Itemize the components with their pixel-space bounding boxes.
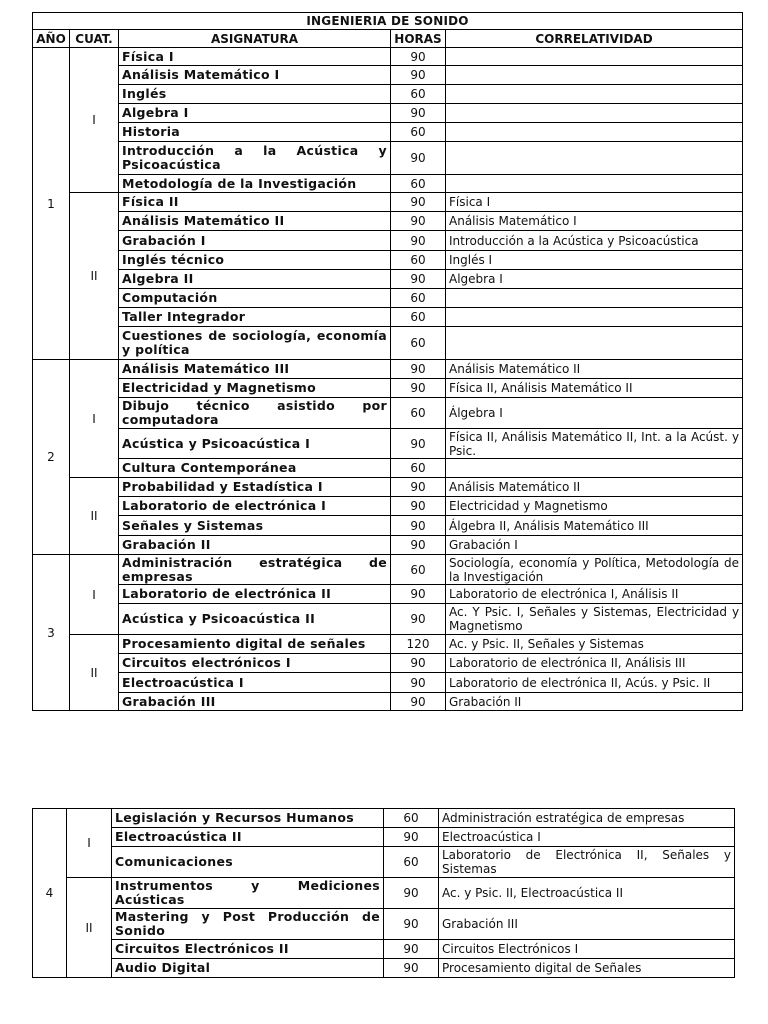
subject-name: Legislación y Recursos Humanos [112, 809, 384, 828]
subject-row [33, 212, 743, 231]
curriculum-table-year-4 [32, 808, 735, 978]
subject-prerequisite: Física II, Análisis Matemático II [446, 379, 743, 398]
subject-prerequisite: Álgebra II, Análisis Matemático III [446, 516, 743, 536]
header-row [33, 30, 743, 48]
subject-hours: 90 [391, 693, 446, 711]
subject-hours: 60 [384, 847, 439, 878]
subject-row [33, 289, 743, 308]
subject-row [33, 536, 743, 555]
subject-name: Análisis Matemático I [119, 66, 391, 85]
subject-name: Electroacústica II [112, 828, 384, 847]
term-cell: I [67, 809, 112, 878]
subject-hours: 90 [391, 429, 446, 459]
subject-prerequisite: Ac. y Psic. II, Señales y Sistemas [446, 635, 743, 654]
subject-name: Análisis Matemático III [119, 360, 391, 379]
subject-prerequisite: Inglés I [446, 251, 743, 270]
subject-prerequisite: Física II, Análisis Matemático II, Int. a la Acúst. y Psic. [446, 429, 743, 459]
subject-row [33, 654, 743, 673]
subject-prerequisite: Análisis Matemático I [446, 212, 743, 231]
subject-row [33, 604, 743, 635]
subject-name: Laboratorio de electrónica I [119, 497, 391, 516]
subject-hours: 90 [391, 497, 446, 516]
term-cell: II [70, 193, 119, 360]
subject-prerequisite: Algebra I [446, 270, 743, 289]
subject-hours: 90 [391, 536, 446, 555]
subject-row [33, 270, 743, 289]
subject-name: Algebra II [119, 270, 391, 289]
subject-hours: 90 [391, 231, 446, 251]
subject-name: Probabilidad y Estadística I [119, 478, 391, 497]
subject-prerequisite [446, 308, 743, 327]
curriculum-table [32, 12, 743, 711]
subject-row [33, 85, 743, 104]
subject-name: Grabación II [119, 536, 391, 555]
subject-prerequisite: Ac. y Psic. II, Electroacústica II [439, 878, 735, 909]
subject-row [33, 104, 743, 123]
subject-name: Electroacústica I [119, 673, 391, 693]
table-title: INGENIERIA DE SONIDO [33, 13, 743, 30]
subject-name: Metodología de la Investigación [119, 175, 391, 193]
subject-name: Inglés técnico [119, 251, 391, 270]
subject-prerequisite [446, 123, 743, 142]
subject-row [33, 940, 735, 959]
subject-row [33, 66, 743, 85]
subject-hours: 90 [391, 66, 446, 85]
subject-row [33, 673, 743, 693]
subject-hours: 60 [391, 327, 446, 360]
subject-hours: 60 [391, 289, 446, 308]
subject-row [33, 693, 743, 711]
subject-hours: 60 [384, 809, 439, 828]
term-cell: II [70, 478, 119, 555]
term-cell: II [67, 878, 112, 978]
subject-prerequisite [446, 104, 743, 123]
subject-name: Cultura Contemporánea [119, 459, 391, 478]
subject-prerequisite: Laboratorio de electrónica II, Análisis III [446, 654, 743, 673]
year-cell: 2 [33, 360, 70, 555]
subject-name: Grabación III [119, 693, 391, 711]
subject-name: Taller Integrador [119, 308, 391, 327]
subject-row [33, 878, 735, 909]
subject-hours: 90 [384, 828, 439, 847]
subject-row [33, 847, 735, 878]
subject-hours: 60 [391, 308, 446, 327]
title-row [33, 13, 743, 30]
subject-name: Audio Digital [112, 959, 384, 978]
subject-hours: 90 [384, 878, 439, 909]
subject-name: Comunicaciones [112, 847, 384, 878]
subject-row [33, 175, 743, 193]
subject-prerequisite: Análisis Matemático II [446, 360, 743, 379]
subject-row [33, 809, 735, 828]
term-cell: II [70, 635, 119, 711]
subject-prerequisite: Ac. Y Psic. I, Señales y Sistemas, Electricidad y Magnetismo [446, 604, 743, 635]
subject-prerequisite [446, 175, 743, 193]
subject-row [33, 516, 743, 536]
subject-prerequisite: Grabación I [446, 536, 743, 555]
subject-name: Circuitos electrónicos I [119, 654, 391, 673]
subject-name: Laboratorio de electrónica II [119, 585, 391, 604]
subject-hours: 90 [391, 585, 446, 604]
term-cell: I [70, 360, 119, 478]
subject-hours: 90 [391, 270, 446, 289]
subject-hours: 90 [391, 360, 446, 379]
subject-row [33, 308, 743, 327]
subject-row [33, 360, 743, 379]
subject-name: Acústica y Psicoacústica I [119, 429, 391, 459]
subject-name: Introducción a la Acústica y Psicoacústica [119, 142, 391, 175]
year-cell: 1 [33, 48, 70, 360]
subject-prerequisite: Laboratorio de electrónica I, Análisis II [446, 585, 743, 604]
subject-row [33, 48, 743, 66]
subject-prerequisite: Introducción a la Acústica y Psicoacústica [446, 231, 743, 251]
subject-hours: 60 [391, 85, 446, 104]
subject-prerequisite: Electroacústica I [439, 828, 735, 847]
subject-hours: 90 [391, 478, 446, 497]
subject-name: Cuestiones de sociología, economía y política [119, 327, 391, 360]
subject-name: Electricidad y Magnetismo [119, 379, 391, 398]
subject-name: Mastering y Post Producción de Sonido [112, 909, 384, 940]
subject-prerequisite: Grabación II [446, 693, 743, 711]
subject-name: Física I [119, 48, 391, 66]
subject-name: Física II [119, 193, 391, 212]
subject-row [33, 193, 743, 212]
subject-prerequisite: Laboratorio de Electrónica II, Señales y Sistemas [439, 847, 735, 878]
subject-prerequisite: Álgebra I [446, 398, 743, 429]
subject-prerequisite: Circuitos Electrónicos I [439, 940, 735, 959]
subject-prerequisite: Laboratorio de electrónica II, Acús. y Psic. II [446, 673, 743, 693]
subject-hours: 60 [391, 251, 446, 270]
subject-row [33, 251, 743, 270]
subject-row [33, 555, 743, 585]
subject-prerequisite: Sociología, economía y Política, Metodología de la Investigación [446, 555, 743, 585]
subject-row [33, 478, 743, 497]
curriculum-body-year-4 [33, 809, 735, 978]
subject-name: Dibujo técnico asistido por computadora [119, 398, 391, 429]
year-cell: 4 [33, 809, 67, 978]
subject-hours: 60 [391, 175, 446, 193]
subject-name: Instrumentos y Mediciones Acústicas [112, 878, 384, 909]
year-cell: 3 [33, 555, 70, 711]
subject-hours: 60 [391, 123, 446, 142]
subject-hours: 90 [391, 673, 446, 693]
subject-prerequisite [446, 327, 743, 360]
subject-name: Análisis Matemático II [119, 212, 391, 231]
subject-hours: 90 [391, 193, 446, 212]
subject-hours: 90 [391, 48, 446, 66]
subject-row [33, 585, 743, 604]
subject-hours: 60 [391, 459, 446, 478]
subject-row [33, 497, 743, 516]
subject-row [33, 398, 743, 429]
subject-hours: 60 [391, 398, 446, 429]
subject-hours: 90 [391, 654, 446, 673]
subject-prerequisite: Electricidad y Magnetismo [446, 497, 743, 516]
subject-prerequisite: Administración estratégica de empresas [439, 809, 735, 828]
curriculum-body [33, 48, 743, 711]
subject-hours: 90 [391, 104, 446, 123]
subject-name: Inglés [119, 85, 391, 104]
subject-row [33, 123, 743, 142]
subject-name: Algebra I [119, 104, 391, 123]
subject-hours: 90 [384, 909, 439, 940]
subject-name: Circuitos Electrónicos II [112, 940, 384, 959]
subject-name: Computación [119, 289, 391, 308]
subject-prerequisite [446, 142, 743, 175]
subject-hours: 90 [391, 516, 446, 536]
subject-row [33, 828, 735, 847]
subject-hours: 90 [391, 212, 446, 231]
column-header-subject: ASIGNATURA [119, 30, 391, 48]
subject-row [33, 635, 743, 654]
subject-prerequisite [446, 459, 743, 478]
column-header-term: CUAT. [70, 30, 119, 48]
subject-row [33, 459, 743, 478]
subject-hours: 120 [391, 635, 446, 654]
subject-prerequisite: Grabación III [439, 909, 735, 940]
subject-prerequisite: Física I [446, 193, 743, 212]
term-cell: I [70, 555, 119, 635]
subject-prerequisite [446, 48, 743, 66]
subject-row [33, 379, 743, 398]
subject-prerequisite [446, 289, 743, 308]
subject-hours: 90 [384, 940, 439, 959]
term-cell: I [70, 48, 119, 193]
subject-prerequisite: Análisis Matemático II [446, 478, 743, 497]
subject-name: Grabación I [119, 231, 391, 251]
subject-hours: 60 [391, 555, 446, 585]
subject-hours: 90 [391, 604, 446, 635]
subject-name: Señales y Sistemas [119, 516, 391, 536]
subject-name: Administración estratégica de empresas [119, 555, 391, 585]
subject-hours: 90 [391, 379, 446, 398]
subject-row [33, 231, 743, 251]
subject-prerequisite: Procesamiento digital de Señales [439, 959, 735, 978]
subject-row [33, 909, 735, 940]
column-header-hours: HORAS [391, 30, 446, 48]
column-header-year: AÑO [33, 30, 70, 48]
column-header-prereq: CORRELATIVIDAD [446, 30, 743, 48]
subject-name: Procesamiento digital de señales [119, 635, 391, 654]
subject-row [33, 327, 743, 360]
subject-name: Historia [119, 123, 391, 142]
subject-name: Acústica y Psicoacústica II [119, 604, 391, 635]
subject-row [33, 142, 743, 175]
subject-hours: 90 [384, 959, 439, 978]
subject-row [33, 959, 735, 978]
subject-hours: 90 [391, 142, 446, 175]
subject-prerequisite [446, 85, 743, 104]
subject-row [33, 429, 743, 459]
subject-prerequisite [446, 66, 743, 85]
